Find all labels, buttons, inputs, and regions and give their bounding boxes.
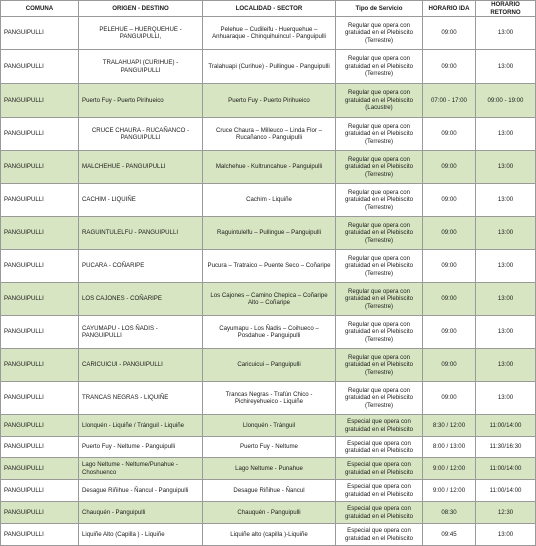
cell-ida: 09:00 (423, 250, 476, 283)
cell-ida: 07:00 - 17:00 (423, 84, 476, 118)
cell-retorno: 13:00 (476, 316, 536, 349)
table-row (1, 118, 536, 151)
cell-localidad: Pelehue – Cudileifu - Huerquehue –Anhuaraque - Chinquihuincul - Panguipulli (203, 17, 336, 50)
cell-origen: Chauquén - Panguipulli (79, 502, 203, 524)
cell-origen: CRUCE CHAURA - RUCAÑANCO - PANGUIPULLI (79, 118, 203, 151)
cell-origen: TRANCAS NEGRAS - LIQUIÑE (79, 382, 203, 415)
table-row (1, 17, 536, 50)
header-row (1, 1, 536, 17)
cell-localidad: Pucura – Tratraico – Puente Seco – Coñaripe (203, 250, 336, 283)
cell-ida: 09:00 (423, 217, 476, 250)
cell-retorno: 12:30 (476, 502, 536, 524)
cell-retorno: 13:00 (476, 118, 536, 151)
cell-retorno: 13:00 (476, 217, 536, 250)
cell-retorno: 13:00 (476, 50, 536, 84)
cell-retorno: 09:00 - 19:00 (476, 84, 536, 118)
table-row (1, 437, 536, 458)
header-comuna: COMUNA (1, 1, 79, 17)
table-row (1, 415, 536, 437)
cell-retorno: 13:00 (476, 382, 536, 415)
cell-comuna: PANGUIPULLI (1, 480, 79, 502)
header-tipo-servicio: Tipo de Servicio (336, 1, 423, 17)
cell-origen: PELEHUE – HUERQUEHUE - PANGUIPULLI, (79, 17, 203, 50)
cell-comuna: PANGUIPULLI (1, 118, 79, 151)
cell-localidad: Llonquén - Tránguil (203, 415, 336, 437)
cell-origen: MALCHEHUE - PANGUIPULLI (79, 151, 203, 184)
cell-comuna: PANGUIPULLI (1, 415, 79, 437)
cell-tipo: Regular que opera con gratuidad en el Plebiscito (Terrestre) (336, 184, 423, 217)
cell-localidad: Cruce Chaura – Milleuco – Linda Flor – Rucañanco - Panguipulli (203, 118, 336, 151)
table-row (1, 84, 536, 118)
cell-localidad: Cachim - Liquiñe (203, 184, 336, 217)
cell-comuna: PANGUIPULLI (1, 217, 79, 250)
table-row (1, 480, 536, 502)
cell-origen: Desague Riñihue - Ñancul - Panguipulli (79, 480, 203, 502)
cell-tipo: Regular que opera con gratuidad en el Plebiscito (Terrestre) (336, 151, 423, 184)
cell-comuna: PANGUIPULLI (1, 524, 79, 546)
cell-origen: Liquiñe Alto (Capilla ) - Liquiñe (79, 524, 203, 546)
cell-comuna: PANGUIPULLI (1, 382, 79, 415)
cell-ida: 09:00 (423, 349, 476, 382)
cell-comuna: PANGUIPULLI (1, 184, 79, 217)
cell-comuna: PANGUIPULLI (1, 349, 79, 382)
cell-tipo: Especial que opera con gratuidad en el Plebiscito (336, 524, 423, 546)
cell-ida: 09:45 (423, 524, 476, 546)
cell-retorno: 13:00 (476, 524, 536, 546)
cell-comuna: PANGUIPULLI (1, 250, 79, 283)
cell-localidad: Desague Riñihue - Ñancul (203, 480, 336, 502)
cell-comuna: PANGUIPULLI (1, 50, 79, 84)
cell-retorno: 13:00 (476, 151, 536, 184)
cell-ida: 09:00 (423, 151, 476, 184)
cell-origen: LOS CAJONES - COÑARIPE (79, 283, 203, 316)
cell-localidad: Puerto Fuy - Neltume (203, 437, 336, 458)
cell-retorno: 13:00 (476, 349, 536, 382)
cell-ida: 09:00 (423, 50, 476, 84)
cell-localidad: Los Cajones – Camino Chepica – Coñaripe Alto – Coñaripe (203, 283, 336, 316)
cell-ida: 9:00 / 12:00 (423, 480, 476, 502)
table-row (1, 184, 536, 217)
cell-retorno: 13:00 (476, 250, 536, 283)
cell-localidad: Raguintulelfu – Pullingue – Panguipulli (203, 217, 336, 250)
cell-ida: 9:00 / 12:00 (423, 458, 476, 480)
table-row (1, 458, 536, 480)
table-row (1, 283, 536, 316)
table-row (1, 349, 536, 382)
cell-localidad: Chauquén - Panguipulli (203, 502, 336, 524)
cell-retorno: 11:00/14:00 (476, 415, 536, 437)
header-localidad-sector: LOCALIDAD - SECTOR (203, 1, 336, 17)
cell-tipo: Regular que opera con gratuidad en el Plebiscito (Terrestre) (336, 17, 423, 50)
cell-comuna: PANGUIPULLI (1, 84, 79, 118)
table-row (1, 50, 536, 84)
cell-tipo: Regular que opera con gratuidad en el Plebiscito (Lacustre) (336, 84, 423, 118)
header-horario-retorno: HORARIO RETORNO (476, 1, 536, 17)
table-row (1, 250, 536, 283)
cell-tipo: Especial que opera con gratuidad en el Plebiscito (336, 415, 423, 437)
cell-tipo: Regular que opera con gratuidad en el Plebiscito (Terrestre) (336, 118, 423, 151)
cell-ida: 09:00 (423, 316, 476, 349)
cell-ida: 8:00 / 13:00 (423, 437, 476, 458)
cell-retorno: 13:00 (476, 184, 536, 217)
cell-retorno: 13:00 (476, 283, 536, 316)
cell-ida: 09:00 (423, 118, 476, 151)
cell-localidad: Caricuicui – Panguipulli (203, 349, 336, 382)
cell-origen: Lago Neltume - Neltume/Punahue - Choshuenco (79, 458, 203, 480)
cell-localidad: Tralahuapi (Curihue) - Pullingue - Panguipulli (203, 50, 336, 84)
cell-tipo: Especial que opera con gratuidad en el Plebiscito (336, 458, 423, 480)
table-row (1, 217, 536, 250)
cell-origen: CARICUICUI - PANGUIPULLI (79, 349, 203, 382)
cell-ida: 8:30 / 12:00 (423, 415, 476, 437)
cell-retorno: 11:00/14:00 (476, 480, 536, 502)
cell-ida: 08:30 (423, 502, 476, 524)
table-row (1, 151, 536, 184)
cell-retorno: 13:00 (476, 17, 536, 50)
cell-localidad: Cayumapu - Los Ñadis – Coihueco – Posdahue - Panguipulli (203, 316, 336, 349)
cell-retorno: 11:00/14:00 (476, 458, 536, 480)
cell-comuna: PANGUIPULLI (1, 502, 79, 524)
cell-tipo: Regular que opera con gratuidad en el Plebiscito (Terrestre) (336, 316, 423, 349)
cell-tipo: Especial que opera con gratuidad en el Plebiscito (336, 502, 423, 524)
cell-tipo: Regular que opera con gratuidad en el Plebiscito (Terrestre) (336, 382, 423, 415)
cell-retorno: 11:30/16:30 (476, 437, 536, 458)
cell-tipo: Regular que opera con gratuidad en el Plebiscito (Terrestre) (336, 217, 423, 250)
cell-ida: 09:00 (423, 17, 476, 50)
cell-comuna: PANGUIPULLI (1, 437, 79, 458)
cell-comuna: PANGUIPULLI (1, 151, 79, 184)
cell-tipo: Regular que opera con gratuidad en el Plebiscito (Terrestre) (336, 250, 423, 283)
cell-ida: 09:00 (423, 283, 476, 316)
cell-origen: RAGUINTULELFU - PANGUIPULLI (79, 217, 203, 250)
cell-comuna: PANGUIPULLI (1, 458, 79, 480)
cell-comuna: PANGUIPULLI (1, 316, 79, 349)
table-row (1, 524, 536, 546)
cell-localidad: Malchehue - Kultruncahue - Panguipulli (203, 151, 336, 184)
cell-origen: Puerto Fuy - Neltume - Panguipulli (79, 437, 203, 458)
cell-localidad: Lago Neltume - Punahue (203, 458, 336, 480)
table-row (1, 316, 536, 349)
cell-localidad: Trancas Negras - Trafún Chico - Pichireyehueico - Liquiñe (203, 382, 336, 415)
cell-tipo: Regular que opera con gratuidad en el Plebiscito (Terrestre) (336, 283, 423, 316)
cell-comuna: PANGUIPULLI (1, 17, 79, 50)
header-origen-destino: ORIGEN - DESTINO (79, 1, 203, 17)
cell-localidad: Liquiñe alto (capilla )-Liquiñe (203, 524, 336, 546)
cell-tipo: Regular que opera con gratuidad en el Plebiscito (Terrestre) (336, 349, 423, 382)
cell-ida: 09:00 (423, 184, 476, 217)
cell-origen: Puerto Fuy - Puerto Pirihueico (79, 84, 203, 118)
cell-ida: 09:00 (423, 382, 476, 415)
cell-origen: Llonquén - Liquiñe / Tránguil - Liquiñe (79, 415, 203, 437)
cell-comuna: PANGUIPULLI (1, 283, 79, 316)
cell-tipo: Regular que opera con gratuidad en el Plebiscito (Terrestre) (336, 50, 423, 84)
cell-tipo: Especial que opera con gratuidad en el Plebiscito (336, 480, 423, 502)
cell-tipo: Especial que opera con gratuidad en el Plebiscito (336, 437, 423, 458)
table-row (1, 382, 536, 415)
header-horario-ida: HORARIO IDA (423, 1, 476, 17)
cell-localidad: Puerto Fuy - Puerto Pirihueico (203, 84, 336, 118)
cell-origen: PUCARA - COÑARIPE (79, 250, 203, 283)
cell-origen: CAYUMAPU - LOS ÑADIS - PANGUIPULLI (79, 316, 203, 349)
cell-origen: TRALAHUAPI (CURIHUE) - PANGUIPULLI (79, 50, 203, 84)
table-row (1, 502, 536, 524)
cell-origen: CACHIM - LIQUIÑE (79, 184, 203, 217)
